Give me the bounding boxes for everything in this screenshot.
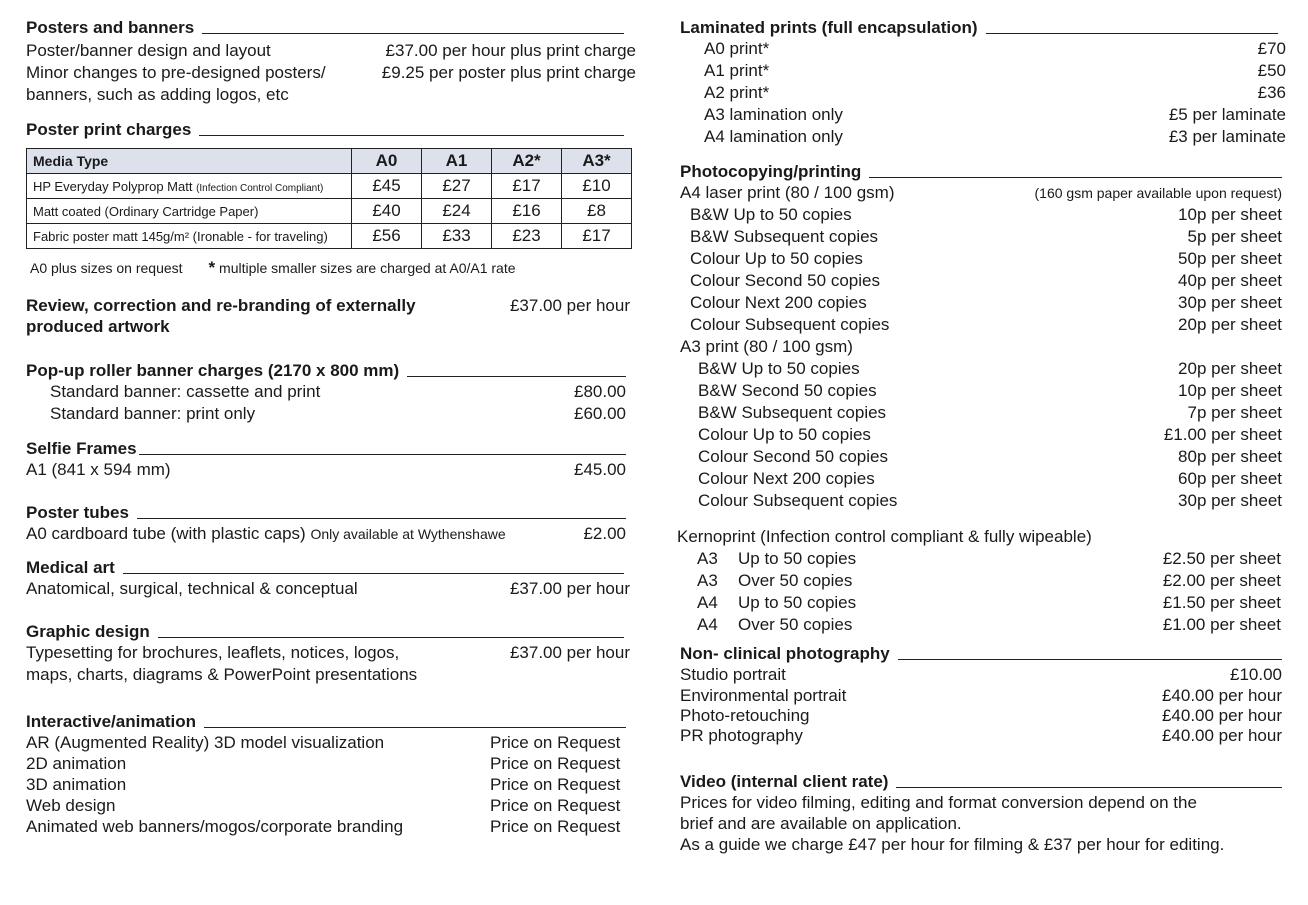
section-heading: Posters and banners (26, 18, 624, 38)
price-row: Colour Subsequent copies 30p per sheet (698, 491, 1282, 510)
video-section: Video (internal client rate) Prices for video filming, editing and format conversion depend on the brief and are available on application. As a guide we charge £47 per hour for filming & £37 per hour for editing. (680, 772, 1282, 855)
price-row: banners, such as adding logos, etc (26, 85, 289, 104)
heading-rule (407, 376, 626, 377)
heading-rule (986, 33, 1278, 34)
left-column (26, 18, 636, 837)
table-row: HP Everyday Polyprop Matt (Infection Control Compliant) £45 £27 £17 £10 (27, 174, 632, 199)
heading-rule (898, 659, 1282, 660)
review-section: Review, correction and re-branding of externally produced artwork £37.00 per hour (26, 296, 630, 336)
graphic-design-section (26, 622, 630, 686)
poster-print-section (26, 120, 636, 277)
roller-banner-section (26, 361, 626, 425)
price-row: A4 lamination only £3 per laminate (704, 127, 1286, 146)
price-row: Standard banner: cassette and print £80.00 (50, 382, 626, 401)
table-row: Fabric poster matt 145g/m² (Ironable - for traveling) £56 £33 £23 £17 (27, 224, 632, 249)
heading-rule (139, 454, 626, 455)
price-row: A4 Up to 50 copies £1.50 per sheet (697, 593, 1281, 612)
price-row: Environmental portrait £40.00 per hour (680, 686, 1282, 705)
price-row: PR photography £40.00 per hour (680, 726, 1282, 745)
price-row: Colour Second 50 copies 40p per sheet (690, 271, 1282, 290)
kernoprint-section (677, 526, 1281, 636)
section-heading: Medical art (26, 558, 624, 578)
heading-rule (869, 177, 1282, 178)
subsection-heading: A4 laser print (80 / 100 gsm) (160 gsm paper available upon request) (680, 183, 1282, 202)
price-row: Colour Up to 50 copies 50p per sheet (690, 249, 1282, 268)
price-row: 2D animation Price on Request (26, 754, 621, 773)
medical-art-section (26, 558, 630, 600)
heading-rule (137, 518, 626, 519)
subsection-heading: A3 print (80 / 100 gsm) (680, 337, 853, 356)
price-row: B&W Subsequent copies 5p per sheet (690, 227, 1282, 246)
table-header-row: Media Type A0 A1 A2* A3* (27, 149, 632, 174)
price-row: B&W Up to 50 copies 10p per sheet (690, 205, 1282, 224)
section-heading: Video (internal client rate) (680, 772, 1282, 792)
heading-rule (202, 33, 624, 34)
price-row: Anatomical, surgical, technical & conceptual £37.00 per hour (26, 579, 630, 598)
price-row: Animated web banners/mogos/corporate branding Price on Request (26, 817, 621, 836)
price-row: A0 print* £70 (704, 39, 1286, 58)
section-heading: Graphic design (26, 622, 624, 642)
price-row: Poster/banner design and layout £37.00 per hour plus print charge (26, 41, 636, 60)
section-heading: Laminated prints (full encapsulation) (680, 18, 1278, 38)
heading-rule (158, 637, 624, 638)
section-heading: Kernoprint (Infection control compliant & fully wipeable) (677, 527, 1092, 546)
price-row: B&W Up to 50 copies 20p per sheet (698, 359, 1282, 378)
price-row: Web design Price on Request (26, 796, 621, 815)
price-row: A2 print* £36 (704, 83, 1286, 102)
laminated-section (680, 18, 1286, 148)
section-heading: Poster print charges (26, 120, 624, 140)
section-heading: Pop-up roller banner charges (2170 x 800 mm) (26, 361, 626, 381)
price-row: maps, charts, diagrams & PowerPoint presentations (26, 665, 418, 684)
price-row: A1 (841 x 594 mm) £45.00 (26, 460, 626, 479)
price-row: B&W Subsequent copies 7p per sheet (698, 403, 1282, 422)
price-row: Colour Up to 50 copies £1.00 per sheet (698, 425, 1282, 444)
heading-rule (204, 727, 626, 728)
price-row: A1 print* £50 (704, 61, 1286, 80)
price-row: Photo-retouching £40.00 per hour (680, 706, 1282, 725)
price-row: Minor changes to pre-designed posters/ £9.25 per poster plus print charge (26, 63, 636, 82)
posters-section (26, 18, 636, 106)
heading-rule (123, 573, 624, 574)
section-heading: Poster tubes (26, 503, 626, 523)
section-heading: Photocopying/printing (680, 162, 1282, 182)
poster-tubes-section (26, 503, 626, 545)
section-heading: Selfie Frames (26, 439, 626, 459)
table-row: Matt coated (Ordinary Cartridge Paper) £40 £24 £16 £8 (27, 199, 632, 224)
selfie-frames-section (26, 439, 626, 481)
heading-rule (199, 135, 624, 136)
price-row: Studio portrait £10.00 (680, 665, 1282, 684)
section-heading: Non- clinical photography (680, 644, 1282, 664)
photocopying-section (680, 162, 1282, 512)
section-heading: Interactive/animation (26, 712, 626, 732)
price-row: A3 Over 50 copies £2.00 per sheet (697, 571, 1281, 590)
price-row: Colour Next 200 copies 30p per sheet (690, 293, 1282, 312)
price-row: Colour Second 50 copies 80p per sheet (698, 447, 1282, 466)
price-row: Typesetting for brochures, leaflets, notices, logos, £37.00 per hour (26, 643, 630, 662)
price-row: B&W Second 50 copies 10p per sheet (698, 381, 1282, 400)
interactive-section (26, 712, 626, 837)
right-column (677, 18, 1286, 855)
price-row: A0 cardboard tube (with plastic caps) Only available at Wythenshawe £2.00 (26, 524, 626, 543)
price-row: Colour Next 200 copies 60p per sheet (698, 469, 1282, 488)
price-row: AR (Augmented Reality) 3D model visualization Price on Request (26, 733, 621, 752)
price-row: 3D animation Price on Request (26, 775, 621, 794)
price-row: Standard banner: print only £60.00 (50, 404, 626, 423)
media-price-table (26, 148, 632, 249)
photography-section (680, 644, 1282, 746)
heading-rule (896, 787, 1282, 788)
price-row: A3 Up to 50 copies £2.50 per sheet (697, 549, 1281, 568)
price-row: A3 lamination only £5 per laminate (704, 105, 1286, 124)
table-footnote: A0 plus sizes on request * multiple smaller sizes are charged at A0/A1 rate (30, 258, 516, 277)
price-row: A4 Over 50 copies £1.00 per sheet (697, 615, 1281, 634)
price-row: Colour Subsequent copies 20p per sheet (690, 315, 1282, 334)
